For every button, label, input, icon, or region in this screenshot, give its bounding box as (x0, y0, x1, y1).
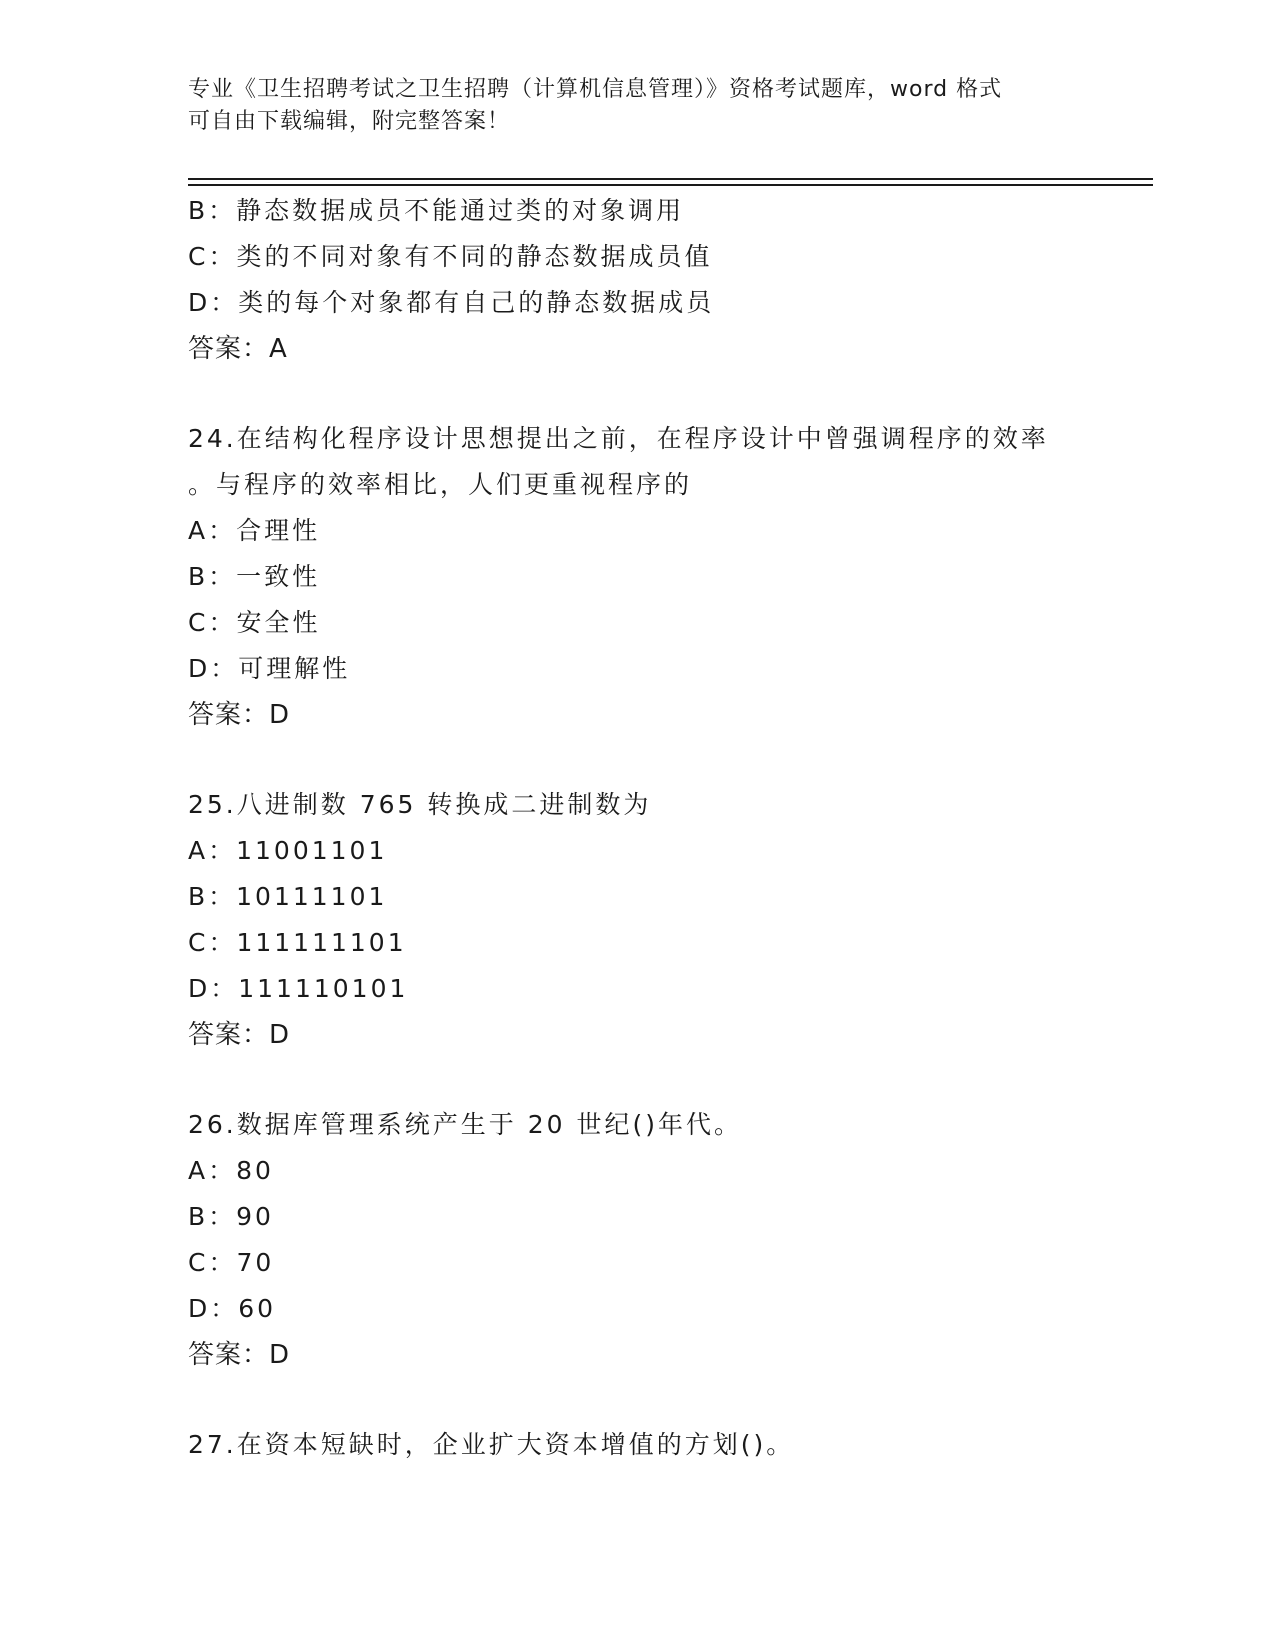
option-b: B：一致性 (188, 562, 321, 591)
header-line-2: 可自由下载编辑，附完整答案！ (188, 109, 511, 134)
question-24 (188, 416, 1108, 738)
question-26 (188, 1102, 1108, 1378)
answer: 答案：A (188, 334, 288, 364)
header-divider-bottom (188, 184, 1153, 186)
option-c: C：类的不同对象有不同的静态数据成员值 (188, 242, 713, 271)
question-23-partial (188, 188, 1108, 372)
option-c: C：70 (188, 1248, 275, 1277)
option-a: A：合理性 (188, 516, 321, 545)
question-27 (188, 1422, 1108, 1468)
option-c: C：111111101 (188, 928, 407, 957)
question-25 (188, 782, 1108, 1058)
option-b: B：静态数据成员不能通过类的对象调用 (188, 196, 685, 225)
option-d: D：可理解性 (188, 654, 351, 683)
answer: 答案：D (188, 1340, 291, 1370)
question-stem: 26.数据库管理系统产生于 20 世纪()年代。 (188, 1110, 742, 1139)
answer: 答案：D (188, 700, 291, 730)
answer: 答案：D (188, 1020, 291, 1050)
question-stem: 25.八进制数 765 转换成二进制数为 (188, 790, 652, 819)
header-line-1: 专业《卫生招聘考试之卫生招聘（计算机信息管理）》资格考试题库，word 格式 (188, 77, 1003, 102)
option-d: D：类的每个对象都有自己的静态数据成员 (188, 288, 715, 317)
option-a: A：11001101 (188, 836, 388, 865)
option-c: C：安全性 (188, 608, 321, 637)
question-stem: 24.在结构化程序设计思想提出之前，在程序设计中曾强调程序的效率 (188, 424, 1049, 453)
option-b: B：10111101 (188, 882, 388, 911)
question-list (188, 188, 1108, 1468)
question-stem: 27.在资本短缺时，企业扩大资本增值的方划()。 (188, 1430, 795, 1459)
option-d: D：111110101 (188, 974, 409, 1003)
document-header (188, 74, 1088, 138)
header-divider-top (188, 178, 1153, 180)
option-d: D：60 (188, 1294, 277, 1323)
option-b: B：90 (188, 1202, 274, 1231)
option-a: A：80 (188, 1156, 274, 1185)
question-stem-continued: 。与程序的效率相比，人们更重视程序的 (188, 470, 693, 499)
